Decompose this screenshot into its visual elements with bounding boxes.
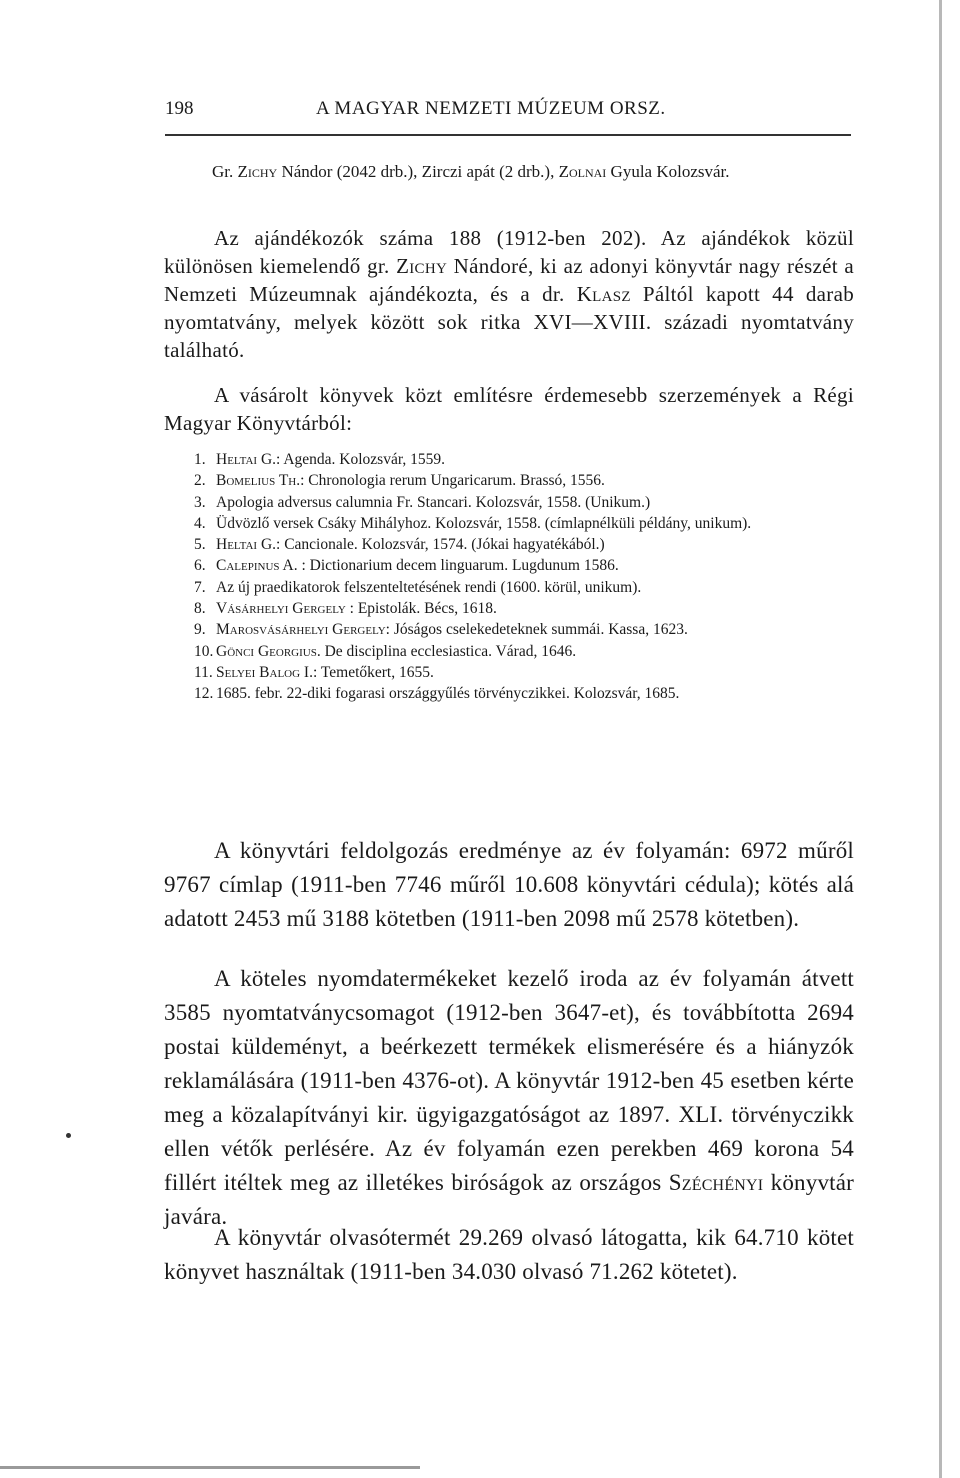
item-description: : Chronologia rerum Ungaricarum. Brassó, 1556. [300,472,605,490]
item-description: Üdvözlő versek Csáky Mihályhoz. Kolozsvár, 1558. (címlapnélküli példány, unikum). [216,514,752,532]
item-description: Apologia adversus calumnia Fr. Stancari. Kolozsvár, 1558. (Unikum.) [216,493,651,511]
item-description: : Epistolák. Bécs, 1618. [345,600,497,618]
item-number: 1. [194,451,206,468]
donors-paragraph: Gr. Zichy Nándor (2042 drb.), Zirczi apát (2 drb.), Zolnai Gyula Kolozsvár. [212,162,730,181]
list-item [164,662,854,683]
item-number: 8. [194,600,206,618]
item-description: Az új praedikatorok felszenteltetésének rendi (1600. körül, unikum). [216,578,642,596]
item-number: 11. [194,663,213,681]
item-description: . De disciplina ecclesiastica. Várad, 1646. [316,642,577,660]
margin-dot [66,1133,71,1138]
legal-deposit-paragraph: A köteles nyomdatermékeket kezelő iroda az év folyamán átvett 3585 nyomtatványcsomagot (1912-ben 3647-et), és továbbította 2694 postai küldeményt, a beérkezett termékek elismerésére és a hiányzók reklamálására (1911-ben 4376-ot). A könyvtár 1912-ben 45 esetben kérte meg a közalapítványi kir. ügyigazgatóságot az 1897. XLI. törvényczikk ellen vétők perlésére. Az év folyamán ezen perekben 469 korona 54 fillért itéltek meg az illetékes biróságok az országos Széchényi könyvtár javára. [164,966,855,1229]
item-number: 4. [194,514,206,532]
page-header [165,98,855,132]
item-number: 12. [194,685,214,703]
item-author: Calepinus A. [216,557,298,575]
item-author: Vásárhelyi Gergely [216,600,346,618]
item-author: Gönci Georgius [216,642,317,660]
item-description: 1685. febr. 22-diki fogarasi országgyűlés törvényczikkei. Kolozsvár, 1685. [216,685,680,703]
list-item [164,449,854,470]
scan-edge-line-bottom [0,1466,420,1469]
list-item [164,641,854,662]
item-description: : Jóságos cselekedeteknek summái. Kassa, 1623. [385,621,688,639]
person-name: Zichy [396,254,448,278]
donor-name: Zichy [237,162,278,181]
header-rule [165,134,851,136]
scan-edge-line [939,0,942,1478]
person-name: Klasz [576,282,631,306]
list-item [164,513,854,534]
item-author: Selyei Balog I. [216,663,313,681]
item-description: : Cancionale. Kolozsvár, 1574. (Jókai hagyatékából.) [276,536,605,554]
item-number: 5. [194,536,206,554]
list-item [164,534,854,555]
running-title: A MAGYAR NEMZETI MÚZEUM ORSZ. [316,98,666,119]
item-number: 7. [194,578,206,596]
item-author: Heltai G. [216,451,277,468]
reading-room-paragraph: A könyvtár olvasótermét 29.269 olvasó látogatta, kik 64.710 kötet könyvet használtak (1911-ben 34.030 olvasó 71.262 kötetet). [164,1225,854,1284]
acquisitions-list [164,449,854,705]
list-item [164,555,854,576]
library-name: Széchényi [668,1170,764,1195]
item-description: : Dictionarium decem linguarum. Lugdunum 1586. [297,557,619,575]
item-number: 3. [194,493,206,511]
purchases-intro-paragraph: A vásárolt könyvek közt említésre érdemesebb szerzemények a Régi Magyar Könyvtárból: [164,383,854,435]
item-description: : Agenda. Kolozsvár, 1559. [276,451,446,468]
item-author: Bomelius Th. [216,472,301,490]
list-item [164,683,854,704]
page-number: 198 [165,98,194,119]
item-number: 9. [194,621,206,639]
item-author: Marosvásárhelyi Gergely [216,621,386,639]
list-item [164,492,854,513]
item-number: 2. [194,472,206,490]
donations-paragraph: Az ajándékozók száma 188 (1912-ben 202). Az ajándékok közül különösen kiemelendő gr. Zichy Nándoré, ki az adonyi könyvtár nagy részét a Nemzeti Múzeumnak ajándékozta, és a dr. Klasz Páltól kapott 44 darab nyomtatvány, melyek között sok ritka XVI—XVIII. századi nyomtatvány található. [164,226,854,362]
item-author: Heltai G. [216,536,277,554]
list-item [164,577,854,598]
donor-name: Zolnai [558,162,607,181]
item-number: 10. [194,642,214,660]
cataloguing-paragraph: A könyvtári feldolgozás eredménye az év folyamán: 6972 műről 9767 címlap (1911-ben 7746 műről 10.608 könyvtári cédula); kötés alá adatott 2453 mű 3188 kötetben (1911-ben 2098 mű 2578 kötetben). [164,838,854,931]
list-item [164,619,854,640]
list-item [164,470,854,491]
list-item [164,598,854,619]
item-description: : Temetőkert, 1655. [312,663,434,681]
item-number: 6. [194,557,206,575]
